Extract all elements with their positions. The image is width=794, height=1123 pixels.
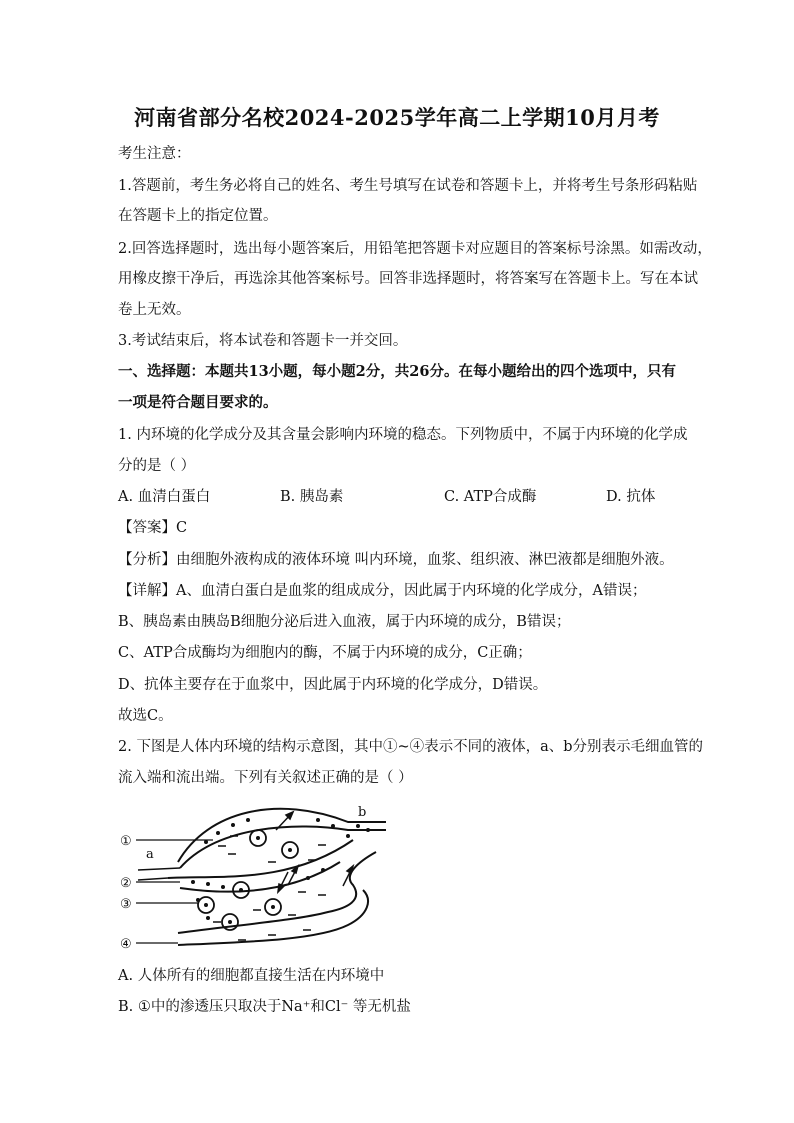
q1-detail: 【详解】A、血清白蛋白是血浆的组成成分，因此属于内环境的化学成分，A错误； [118,583,647,599]
q2-stem: 2. 下图是人体内环境的结构示意图，其中①~④表示不同的液体，a、b分别表示毛细血管的 [118,739,704,755]
section-heading-cont: 一项是符合题目要求的。 [118,394,278,411]
q1-detail: B、胰岛素由胰岛B细胞分泌后进入血液，属于内环境的成分，B错误； [118,614,571,630]
notice-line: 1.答题前，考生务必将自己的姓名、考生号填写在试卷和答题卡上，并将考生号条形码粘贴 [118,178,698,194]
q1-option-a: A. 血清白蛋白 [118,489,211,505]
q2-stem-cont: 流入端和流出端。下列有关叙述正确的是（ ） [118,770,413,786]
q1-option-d: D. 抗体 [606,489,656,505]
notice-line: 在答题卡上的指定位置。 [118,208,278,224]
diagram-label-1: ① [120,834,132,849]
notice-line: 3.考试结束后，将本试卷和答题卡一并交回。 [118,333,408,349]
notice-line: 卷上无效。 [118,302,191,318]
q1-detail: C、ATP合成酶均为细胞内的酶，不属于内环境的成分，C正确； [118,645,532,661]
q1-answer: 【答案】C [118,520,188,536]
q2-option-b: B. ①中的渗透压只取决于Na⁺和Cl⁻ 等无机盐 [118,999,411,1015]
q1-option-b: B. 胰岛素 [280,489,344,505]
internal-environment-diagram [118,800,398,960]
notice-line: 2.回答选择题时，选出每小题答案后，用铅笔把答题卡对应题目的答案标号涂黑。如需改动， [118,241,712,257]
diagram-svg [118,800,398,960]
section-heading: 一、选择题：本题共13小题，每小题2分，共26分。在每小题给出的四个选项中，只有 [118,363,676,380]
q1-stem-cont: 分的是（ ） [118,458,196,474]
q1-conclusion: 故选C。 [118,708,173,724]
q1-stem: 1. 内环境的化学成分及其含量会影响内环境的稳态。下列物质中，不属于内环境的化学成 [118,427,688,443]
q2-option-a: A. 人体所有的细胞都直接生活在内环境中 [118,968,385,984]
page-title: 河南省部分名校2024-2025学年高二上学期10月月考 [134,105,660,130]
q1-analysis: 【分析】由细胞外液构成的液体环境 叫内环境，血浆、组织液、淋巴液都是细胞外液。 [118,552,674,568]
diagram-label-b: b [358,805,367,820]
q1-option-c: C. ATP合成酶 [444,489,537,505]
notice-line: 用橡皮擦干净后，再选涂其他答案标号。回答非选择题时，将答案写在答题卡上。写在本试 [118,271,698,287]
diagram-label-4: ④ [120,937,132,952]
diagram-label-a: a [146,847,154,862]
diagram-label-2: ② [120,876,132,891]
diagram-label-3: ③ [120,897,132,912]
q1-detail: D、抗体主要存在于血浆中，因此属于内环境的化学成分，D错误。 [118,677,548,693]
notice-heading: 考生注意： [118,146,191,162]
